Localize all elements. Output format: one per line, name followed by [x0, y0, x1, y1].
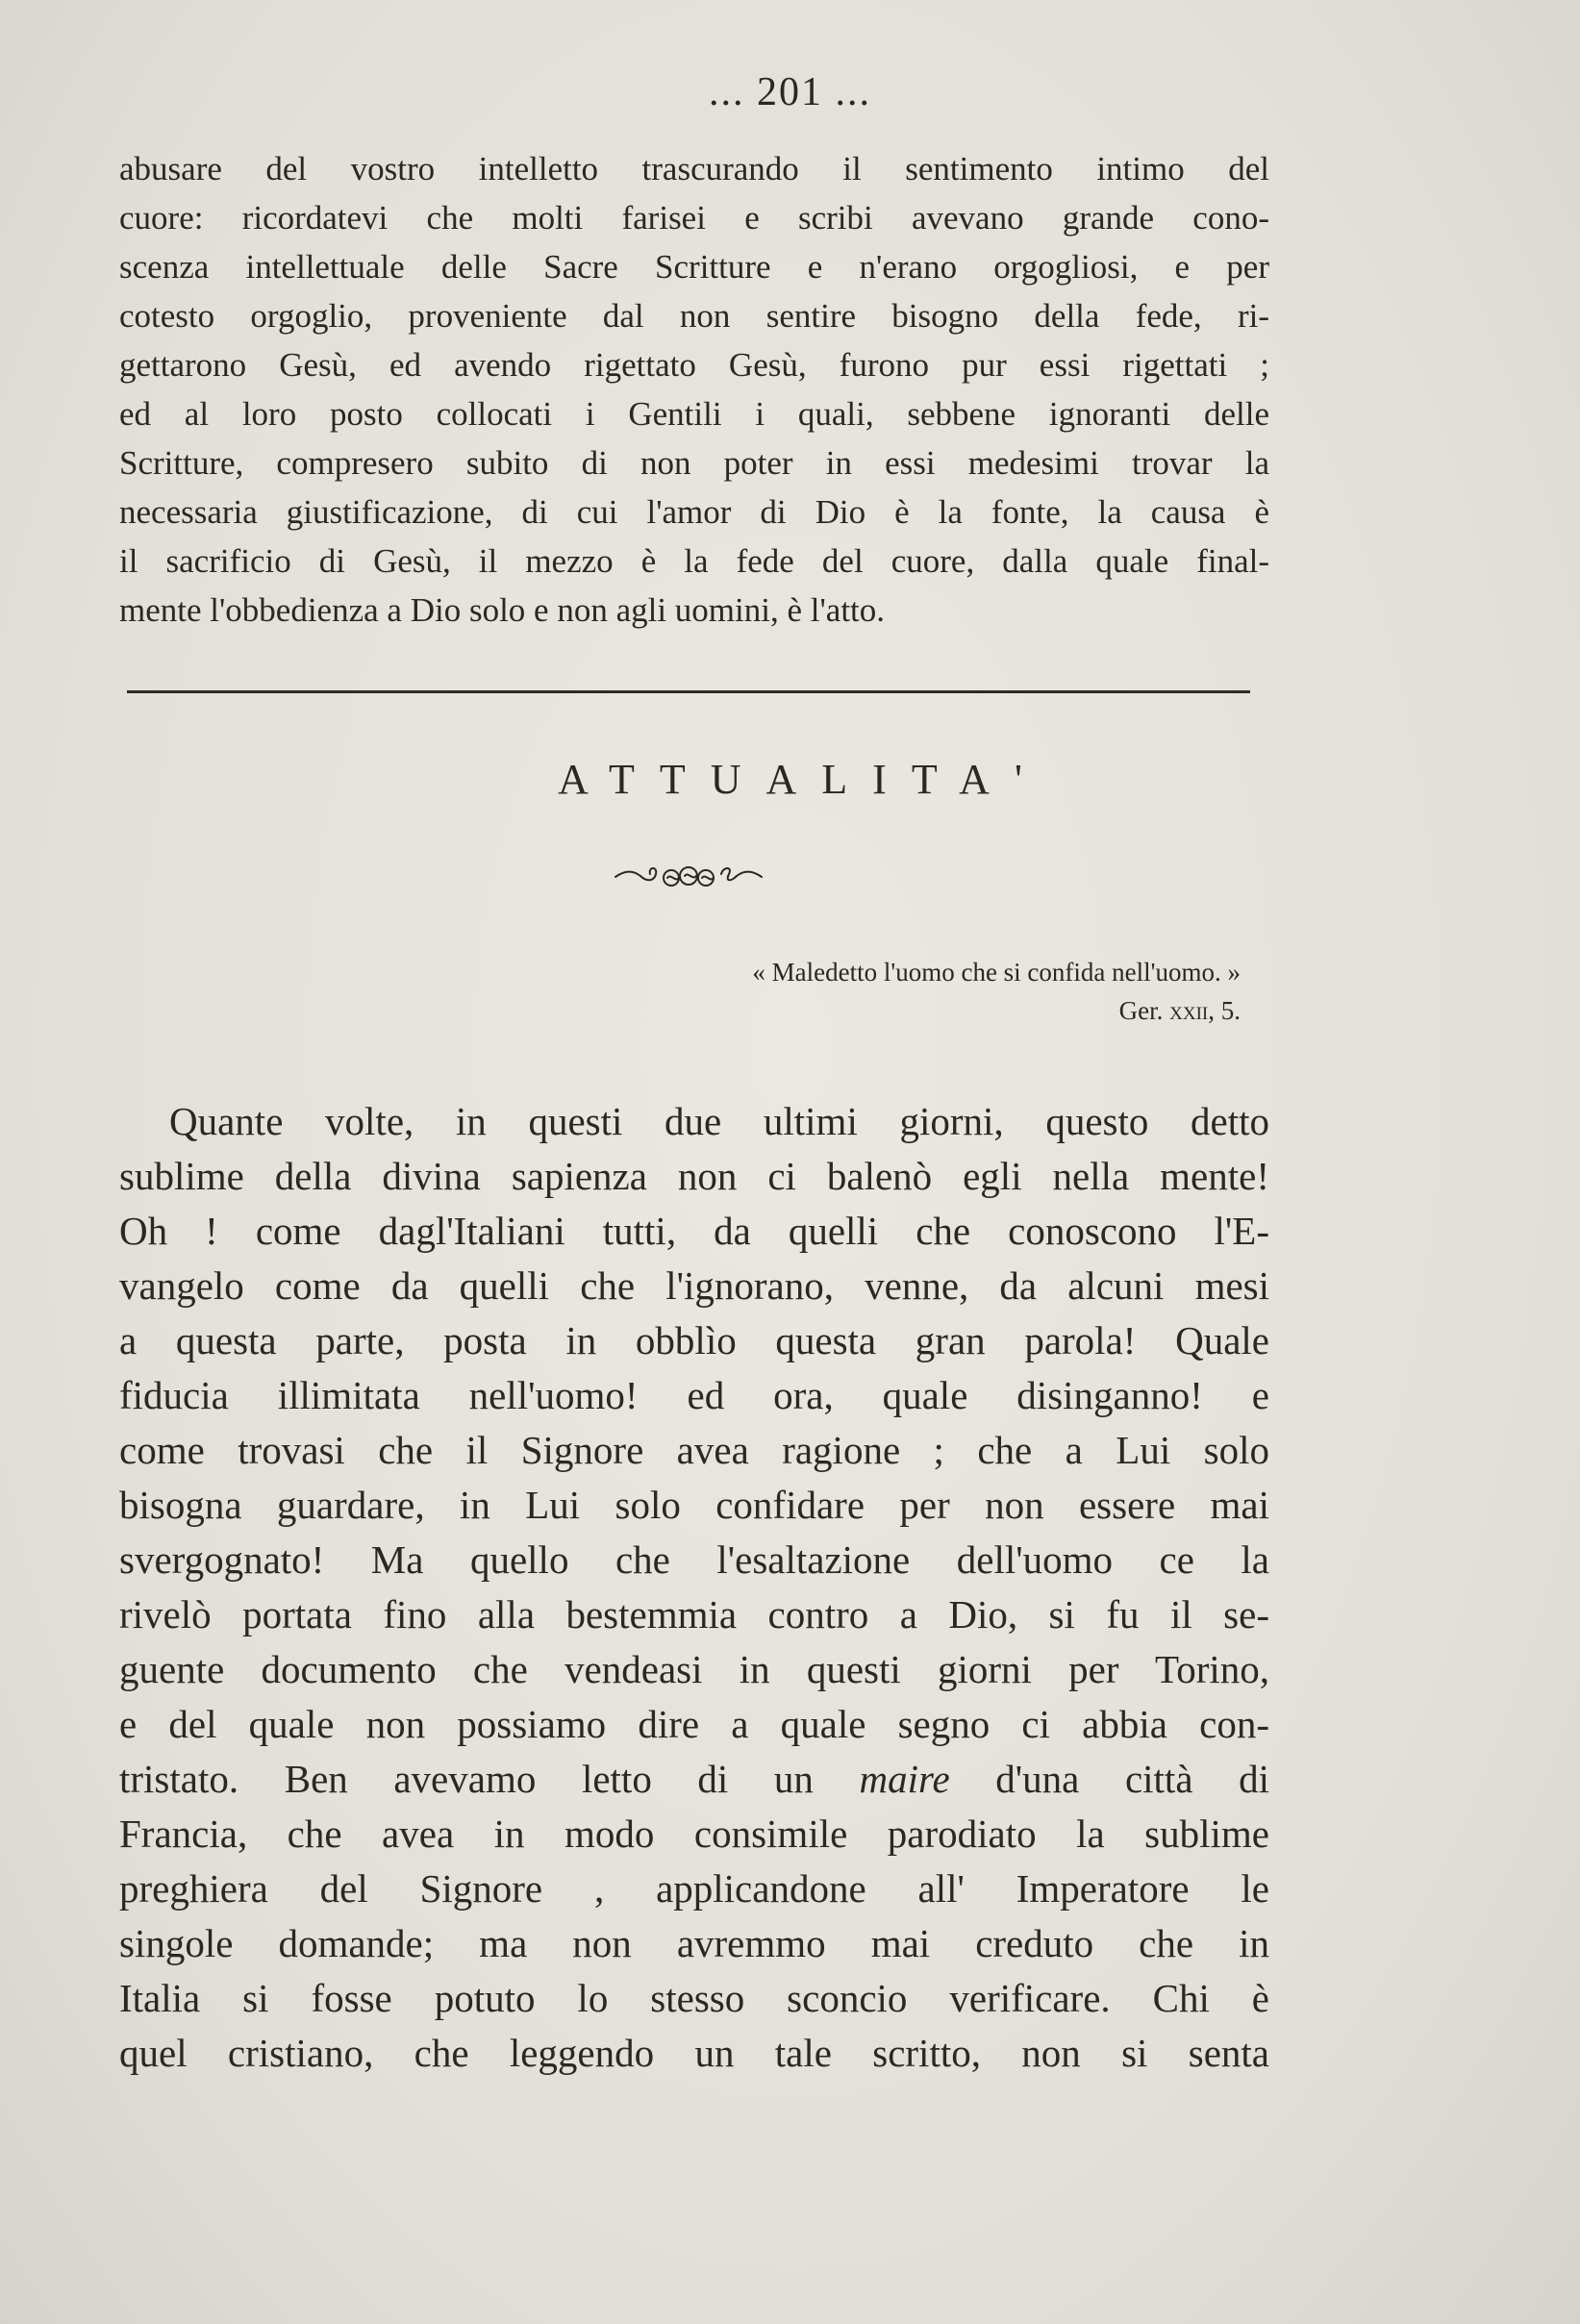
text-line: cotesto orgoglio, proveniente dal non sentire bisogno della fede, ri-	[119, 297, 1269, 335]
text-line: scenza intellettuale delle Sacre Scritture e n'erano orgogliosi, e per	[119, 248, 1269, 286]
text-line: abusare del vostro intelletto trascurando il sentimento intimo del	[119, 150, 1269, 187]
epigraph-quote: « Maledetto l'uomo che si confida nell'uomo. »	[752, 958, 1241, 987]
top-paragraph	[119, 144, 1269, 635]
text-line: come trovasi che il Signore avea ragione ; che a Lui solo	[119, 1428, 1269, 1472]
text-line: vangelo come da quelli che l'ignorano, venne, da alcuni mesi	[119, 1263, 1269, 1308]
italic-word: maire	[859, 1757, 950, 1801]
text-line: necessaria giustificazione, di cui l'amor di Dio è la fonte, la causa è	[119, 493, 1269, 531]
text-line: Oh ! come dagl'Italiani tutti, da quelli che conoscono l'E-	[119, 1209, 1269, 1253]
text-line: cuore: ricordatevi che molti farisei e scribi avevano grande cono-	[119, 199, 1269, 237]
text-line: Francia, che avea in modo consimile parodiato la sublime	[119, 1812, 1269, 1856]
text-line: mente l'obbedienza a Dio solo e non agli uomini, è l'atto.	[119, 591, 886, 629]
text-line: guente documento che vendeasi in questi giorni per Torino,	[119, 1647, 1269, 1691]
text-line: ed al loro posto collocati i Gentili i quali, sebbene ignoranti delle	[119, 395, 1269, 433]
text-line: il sacrificio di Gesù, il mezzo è la fede del cuore, dalla quale final-	[119, 542, 1269, 580]
reference-chapter: xxii	[1169, 996, 1209, 1025]
reference-verse: , 5.	[1208, 996, 1241, 1025]
section-divider	[127, 690, 1250, 693]
text-segment: tristato. Ben avevamo letto di un	[119, 1757, 814, 1801]
text-line: quel cristiano, che leggendo un tale scritto, non si senta	[119, 2031, 1269, 2075]
reference-book: Ger.	[1118, 996, 1170, 1025]
main-paragraph	[119, 1094, 1269, 2081]
text-line: svergognato! Ma quello che l'esaltazione dell'uomo ce la	[119, 1537, 1269, 1582]
text-line: e del quale non possiamo dire a quale segno ci abbia con-	[119, 1702, 1269, 1746]
text-line: preghiera del Signore , applicandone all' Imperatore le	[119, 1866, 1269, 1911]
text-line: gettarono Gesù, ed avendo rigettato Gesù, furono pur essi rigettati ;	[119, 346, 1269, 384]
text-line: a questa parte, posta in obblìo questa gran parola! Quale	[119, 1318, 1269, 1362]
text-line: fiducia illimitata nell'uomo! ed ora, quale disinganno! e	[119, 1373, 1269, 1417]
text-line: sublime della divina sapienza non ci balenò egli nella mente!	[119, 1154, 1269, 1198]
page-number: ... 201 ...	[709, 70, 871, 114]
text-line: Scritture, compresero subito di non poter in essi medesimi trovar la	[119, 444, 1269, 482]
text-line: bisogna guardare, in Lui solo confidare per non essere mai	[119, 1483, 1269, 1527]
text-line	[119, 1752, 1269, 1807]
text-line: rivelò portata fino alla bestemmia contro a Dio, si fu il se-	[119, 1592, 1269, 1637]
section-title: ATTUALITA'	[558, 756, 1047, 803]
text-segment: d'una città di	[949, 1757, 1270, 1801]
epigraph-reference	[625, 996, 1241, 1026]
text-line: Quante volte, in questi due ultimi giorni, questo detto	[169, 1099, 1269, 1143]
fleuron-ornament-icon	[612, 861, 765, 893]
text-line: singole domande; ma non avremmo mai creduto che in	[119, 1921, 1269, 1965]
text-line: Italia si fosse potuto lo stesso sconcio verificare. Chi è	[119, 1976, 1269, 2020]
